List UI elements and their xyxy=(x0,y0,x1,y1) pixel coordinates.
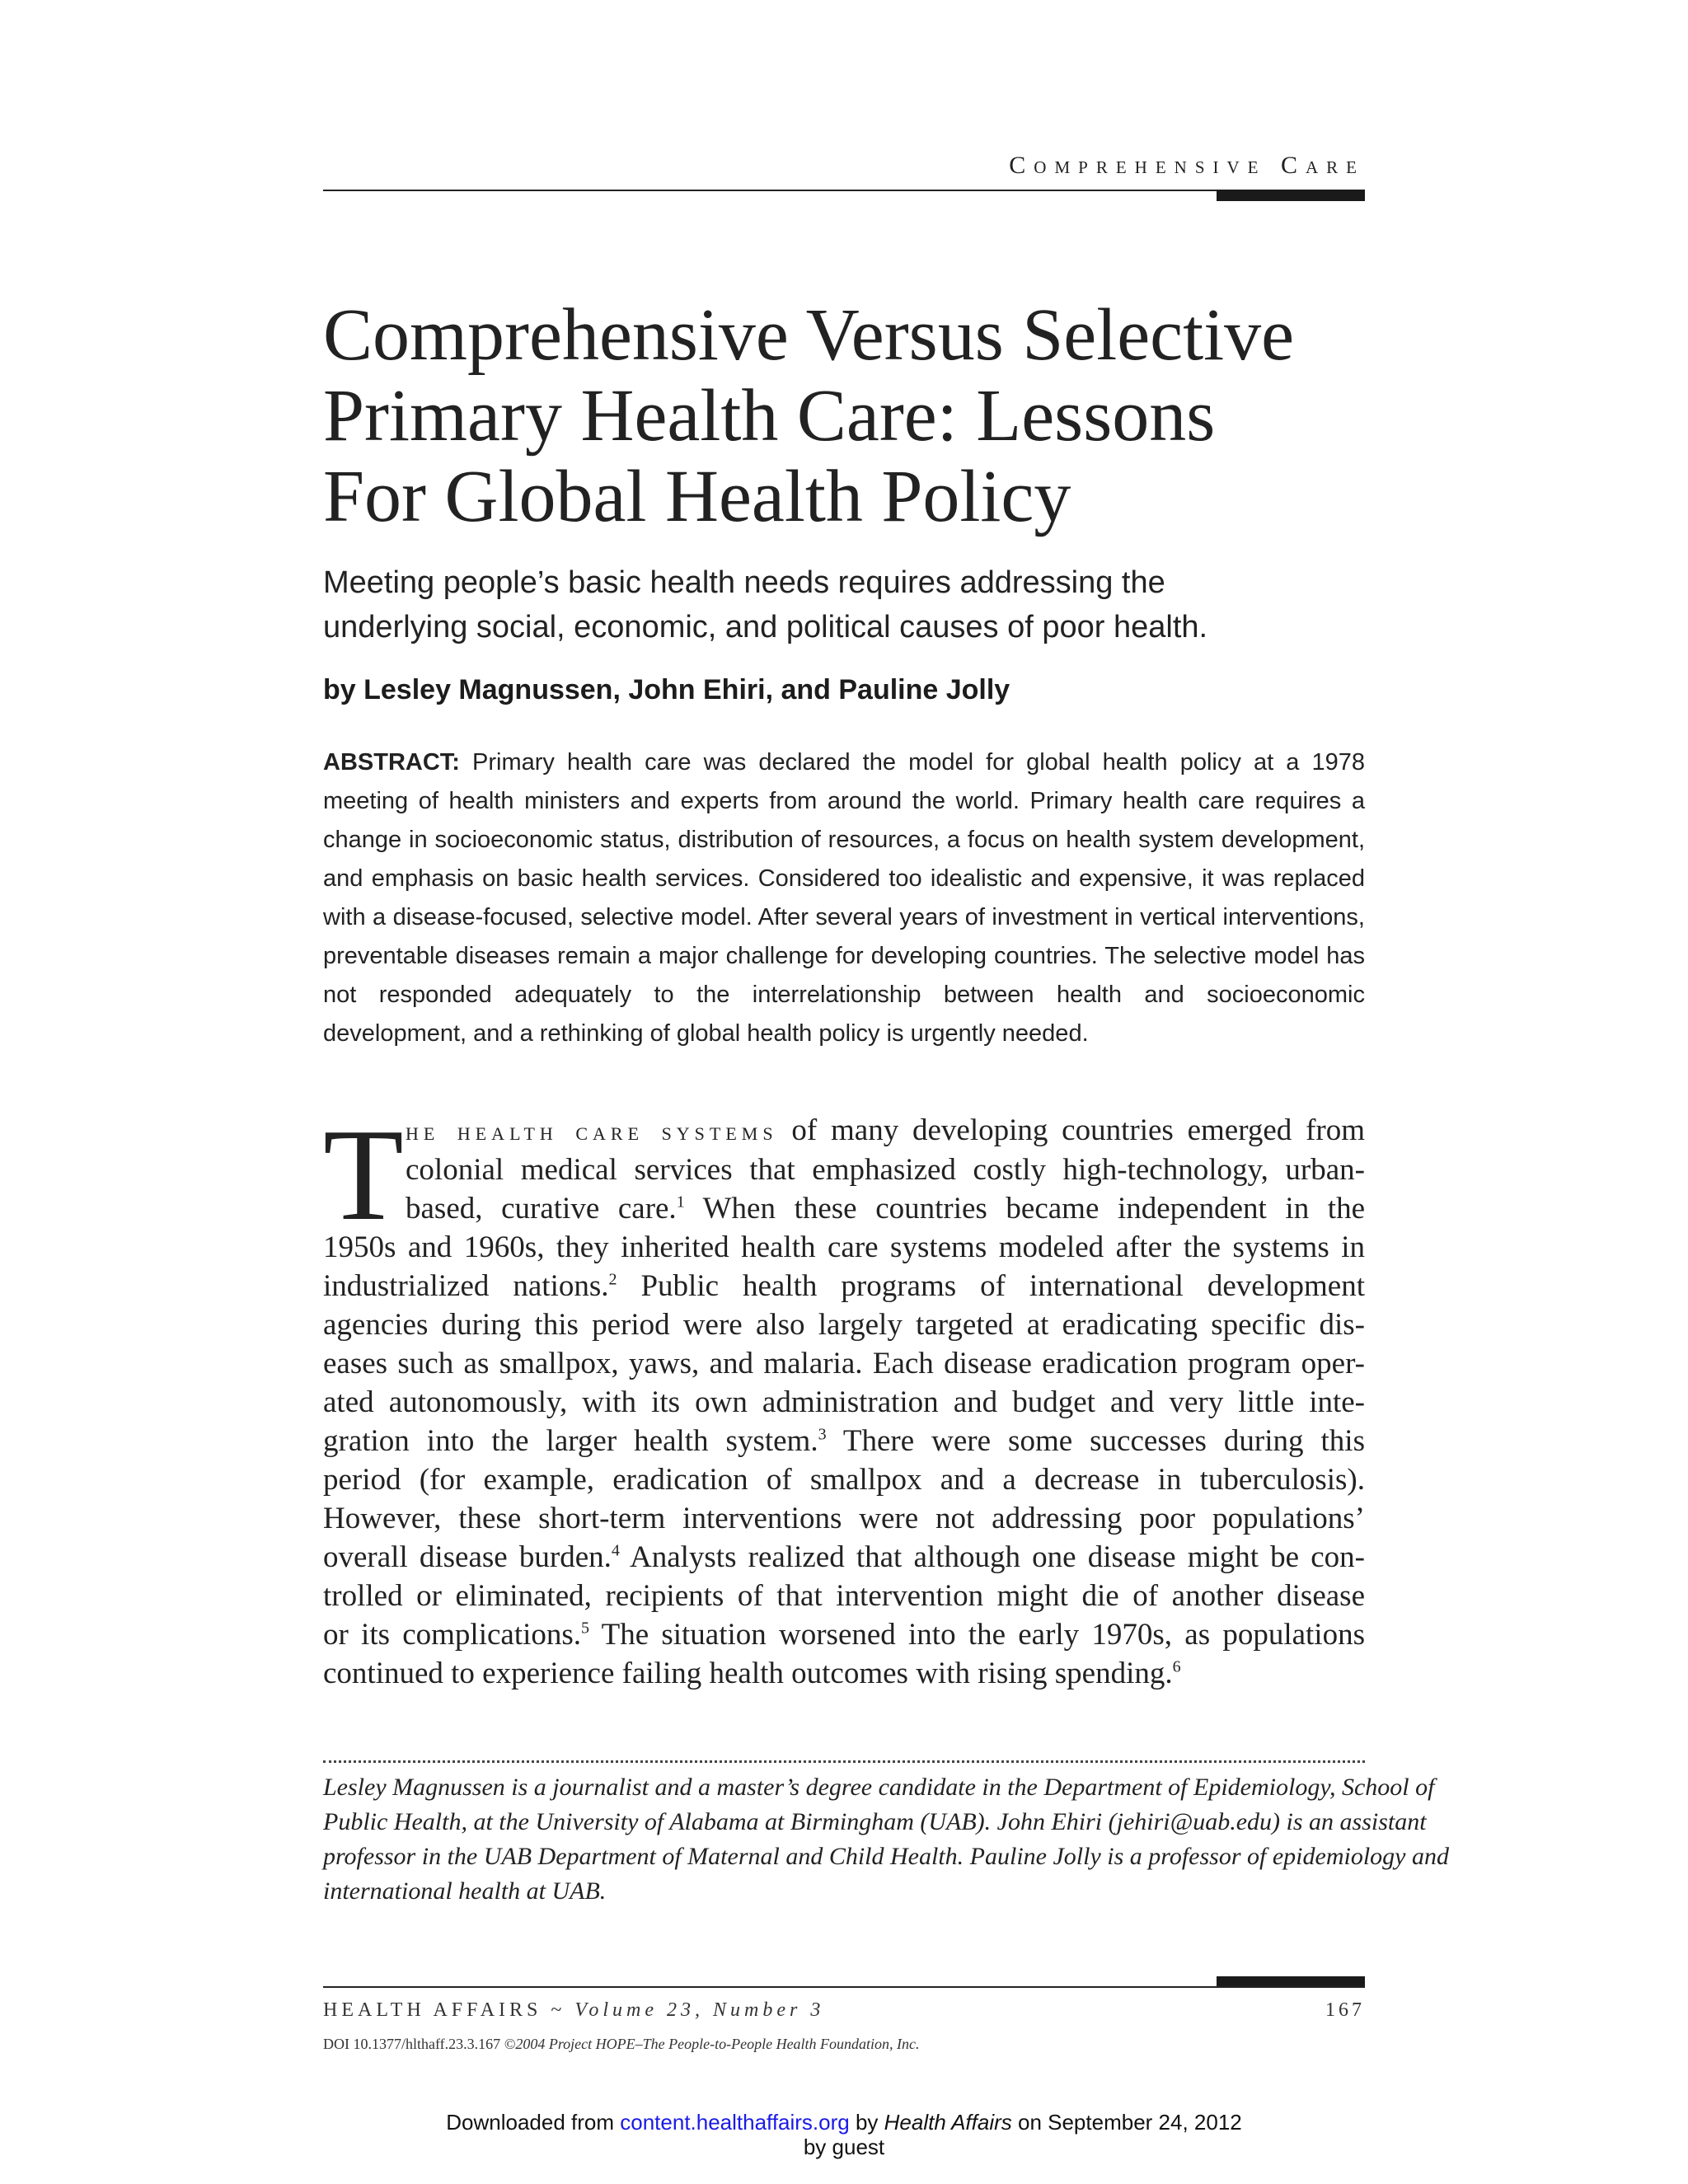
body-line xyxy=(323,1111,1365,1151)
body-segment: When these countries became independent in the xyxy=(684,1192,1365,1226)
running-head: Comprehensive Care xyxy=(1009,152,1365,179)
footer-rule xyxy=(323,1986,1365,1988)
body-segment: industrialized nations. xyxy=(323,1269,609,1303)
footnote-ref: 4 xyxy=(611,1541,620,1560)
publisher-name: Health Affairs xyxy=(884,2110,1012,2135)
body-line: trolled or eliminated, recipients of that intervention might die of another disease xyxy=(323,1579,1365,1613)
body-segment: or its complications. xyxy=(323,1618,582,1652)
download-date: on September 24, 2012 xyxy=(1011,2110,1242,2135)
article-title xyxy=(323,295,1395,537)
copyright: ©2004 Project HOPE–The People-to-People Health Foundation, Inc. xyxy=(504,2036,920,2052)
body-segment: based, curative care. xyxy=(406,1192,677,1226)
article-deck xyxy=(323,560,1378,649)
body-segment: There were some successes during this xyxy=(826,1424,1365,1458)
body-segment: overall disease burden. xyxy=(323,1540,612,1574)
abstract-label: ABSTRACT: xyxy=(323,749,460,776)
body-line: 1950s and 1960s, they inherited health care systems modeled after the systems in xyxy=(323,1230,1365,1264)
download-by: by xyxy=(849,2110,884,2135)
journal-name: HEALTH AFFAIRS ~ xyxy=(323,1999,575,2021)
author-note-line: Public Health, at the University of Alabama at Birmingham (UAB). John Ehiri (jehiri@uab.edu) is an assistant xyxy=(323,1808,1427,1835)
body-segment: continued to experience failing health outcomes with rising spending. xyxy=(323,1657,1173,1690)
body-line: agencies during this period were also largely targeted at eradicating specific dis- xyxy=(323,1308,1365,1342)
body-line xyxy=(323,1189,1365,1228)
footnote-ref: 3 xyxy=(818,1425,827,1444)
title-line: Primary Health Care: Lessons xyxy=(323,375,1216,457)
header-rule xyxy=(323,190,1365,191)
body-line: colonial medical services that emphasized costly high-technology, urban- xyxy=(406,1153,1365,1187)
body-line xyxy=(323,1538,1365,1577)
doi-line xyxy=(323,2036,920,2053)
body-line xyxy=(323,1615,1365,1654)
download-line-2: by guest xyxy=(803,2135,885,2159)
body-text xyxy=(323,1101,1365,1693)
download-line xyxy=(0,2110,1688,2135)
body-line: However, these short-term interventions were not addressing poor populations’ xyxy=(323,1502,1365,1535)
body-line xyxy=(323,1654,1365,1693)
author-note xyxy=(323,1770,1449,1909)
abstract-text: Primary health care was declared the model for global health policy at a 1978 meeting of health ministers and experts from around the world. Primary health care requires a change in socioeconomic status, distribution of resources, a focus on health system development, and emphasis on basic health services. Considered too idealistic and expensive, it was replaced with a disease-focused, selective model. After several years of investment in vertical interventions, preventable diseases remain a major challenge for developing countries. The selective model has not responded adequately to the interrelationship between health and socioeconomic development, and a rethinking of global health policy is urgently needed. xyxy=(323,749,1365,1047)
doi: DOI 10.1377/hlthaff.23.3.167 xyxy=(323,2036,504,2052)
download-prefix: Downloaded from xyxy=(446,2110,621,2135)
footnote-ref: 2 xyxy=(608,1270,617,1289)
body-line: period (for example, eradication of smallpox and a decrease in tuberculosis). xyxy=(323,1463,1365,1497)
deck-line: Meeting people’s basic health needs requires addressing the xyxy=(323,565,1165,600)
body-segment: of many developing countries emerged from xyxy=(777,1113,1365,1147)
title-line: Comprehensive Versus Selective xyxy=(323,294,1295,376)
download-note xyxy=(0,2110,1688,2159)
body-segment: The situation worsened into the early 1970s, as populations xyxy=(589,1618,1365,1652)
deck-line: underlying social, economic, and political causes of poor health. xyxy=(323,610,1208,644)
journal-line xyxy=(323,1999,824,2022)
volume-issue: Volume 23, Number 3 xyxy=(574,1999,825,2021)
author-note-line: professor in the UAB Department of Maternal and Child Health. Pauline Jolly is a professor of epidemiology and xyxy=(323,1843,1449,1870)
lead-in-small-caps: he health care systems xyxy=(406,1116,778,1146)
page-number: 167 xyxy=(1325,1999,1365,2021)
body-line xyxy=(323,1267,1365,1305)
byline: by Lesley Magnussen, John Ehiri, and Pauline Jolly xyxy=(323,674,1010,705)
body-line: eases such as smallpox, yaws, and malaria. Each disease eradication program oper- xyxy=(323,1347,1365,1380)
footnote-ref: 6 xyxy=(1172,1657,1181,1676)
source-link[interactable]: content.healthaffairs.org xyxy=(620,2110,850,2135)
title-line: For Global Health Policy xyxy=(323,456,1071,537)
footnote-ref: 5 xyxy=(581,1619,590,1638)
author-note-line: international health at UAB. xyxy=(323,1877,607,1905)
body-segment: gration into the larger health system. xyxy=(323,1424,818,1458)
drop-cap: T xyxy=(323,1101,404,1248)
abstract xyxy=(323,743,1365,1053)
body-segment: Public health programs of international development xyxy=(617,1269,1365,1303)
header-rule-accent xyxy=(1217,190,1365,201)
author-note-line: Lesley Magnussen is a journalist and a master’s degree candidate in the Department of Epidemiology, School of xyxy=(323,1774,1435,1801)
body-line: ated autonomously, with its own administration and budget and very little inte- xyxy=(323,1385,1365,1419)
body-segment: Analysts realized that although one disease might be con- xyxy=(619,1540,1365,1574)
body-line xyxy=(323,1422,1365,1460)
footnote-ref: 1 xyxy=(676,1193,685,1212)
dotted-divider xyxy=(323,1760,1365,1763)
